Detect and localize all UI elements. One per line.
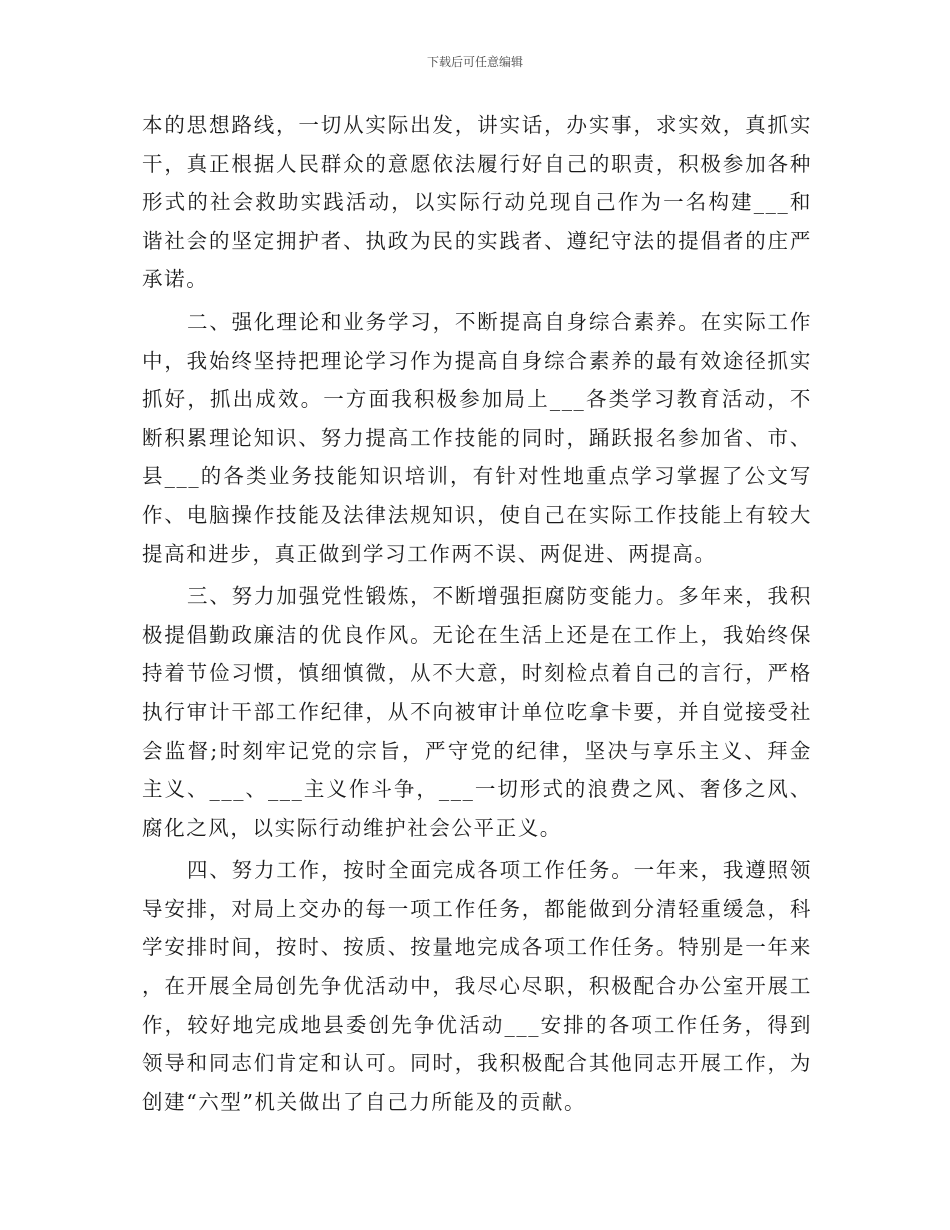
document-body bbox=[142, 106, 812, 1125]
paragraph-party-discipline: 三、努力加强党性锻炼，不断增强拒腐防变能力。多年来，我积极提倡勤政廉洁的优良作风。无论在生活上还是在工作上，我始终保持着节俭习惯，慎细慎微，从不大意，时刻检点着自己的言行，严格执行审计干部工作纪律，从不向被审计单位吃拿卡要，并自觉接受社会监督;时刻牢记党的宗旨，严守党的纪律，坚决与享乐主义、拜金主义、___、___主义作斗争，___一切形式的浪费之风、奢侈之风、腐化之风，以实际行动维护社会公平正义。 bbox=[142, 584, 812, 840]
paragraph-continuation: 本的思想路线，一切从实际出发，讲实话，办实事，求实效，真抓实干，真正根据人民群众的意愿依法履行好自己的职责，积极参加各种形式的社会救助实践活动，以实际行动兑现自己作为一名构建___和谐社会的坚定拥护者、执政为民的实践者、遵纪守法的提倡者的庄严承诺。 bbox=[142, 113, 812, 292]
page-header-caption: 下载后可任意编辑 bbox=[426, 55, 523, 69]
paragraph-theory-study: 二、强化理论和业务学习，不断提高自身综合素养。在实际工作中，我始终坚持把理论学习作为提高自身综合素养的最有效途径抓实抓好，抓出成效。一方面我积极参加局上___各类学习教育活动，不断积累理论知识、努力提高工作技能的同时，踊跃报名参加省、市、县___的各类业务技能知识培训，有针对性地重点学习掌握了公文写作、电脑操作技能及法律法规知识，使自己在实际工作技能上有较大提高和进步，真正做到学习工作两不误、两促进、两提高。 bbox=[142, 309, 812, 566]
paragraph-work-tasks: 四、努力工作，按时全面完成各项工作任务。一年来，我遵照领导安排，对局上交办的每一项工作任务，都能做到分清轻重缓急，科学安排时间，按时、按质、按量地完成各项工作任务。特别是一年来，在开展全局创先争优活动中，我尽心尽职，积极配合办公室开展工作，较好地完成地县委创先争优活动___安排的各项工作任务，得到领导和同志们肯定和认可。同时，我积极配合其他同志开展工作，为创建“六型”机关做出了自己力所能及的贡献。 bbox=[142, 858, 812, 1114]
